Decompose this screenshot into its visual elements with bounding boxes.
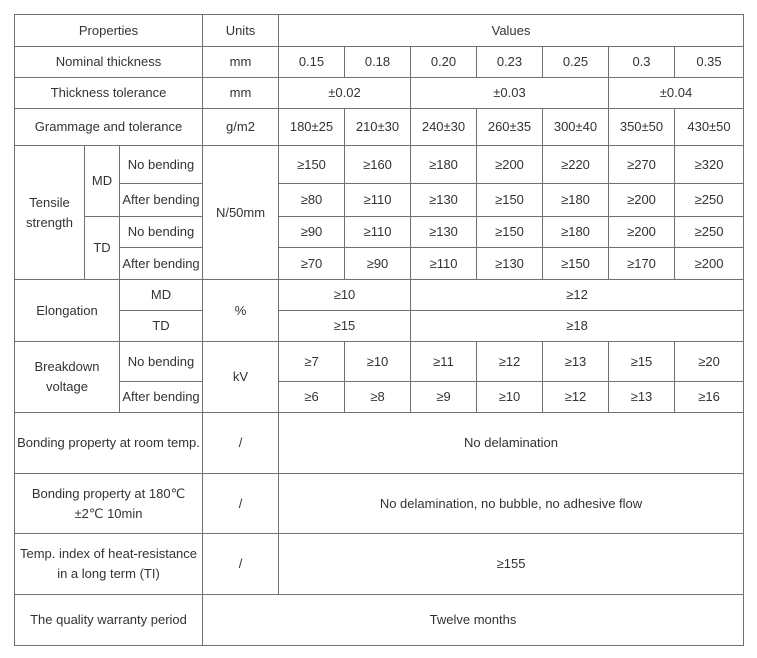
breakdown-after-bending-row bbox=[15, 382, 744, 413]
nominal-thickness-row bbox=[15, 47, 744, 78]
breakdown-no-bending-row bbox=[15, 342, 744, 382]
value-cell: ±0.02 bbox=[279, 78, 411, 109]
value-cell: ≥10 bbox=[279, 280, 411, 311]
tensile-td-label: TD bbox=[85, 217, 120, 280]
value-cell: ≥10 bbox=[477, 382, 543, 413]
bonding-180-value: No delamination, no bubble, no adhesive flow bbox=[279, 474, 744, 534]
value-cell: ≥9 bbox=[411, 382, 477, 413]
value-cell: ±0.03 bbox=[411, 78, 609, 109]
value-cell: ≥12 bbox=[411, 280, 744, 311]
value-cell: ≥15 bbox=[279, 311, 411, 342]
value-cell: 0.15 bbox=[279, 47, 345, 78]
value-cell: ≥70 bbox=[279, 248, 345, 280]
tensile-md-no-bending-row bbox=[15, 146, 744, 184]
value-cell: ≥12 bbox=[477, 342, 543, 382]
sub-label: After bending bbox=[120, 184, 203, 217]
temp-index-row bbox=[15, 534, 744, 595]
value-cell: ≥12 bbox=[543, 382, 609, 413]
value-cell: 0.20 bbox=[411, 47, 477, 78]
value-cell: ≥150 bbox=[477, 217, 543, 248]
sub-label: After bending bbox=[120, 248, 203, 280]
bonding-180-row bbox=[15, 474, 744, 534]
nominal-thickness-unit: mm bbox=[203, 47, 279, 78]
grammage-label: Grammage and tolerance bbox=[15, 109, 203, 146]
value-cell: ≥220 bbox=[543, 146, 609, 184]
value-cell: ≥200 bbox=[609, 184, 675, 217]
value-cell: ≥16 bbox=[675, 382, 744, 413]
value-cell: ≥13 bbox=[543, 342, 609, 382]
value-cell: 0.3 bbox=[609, 47, 675, 78]
value-cell: ≥200 bbox=[477, 146, 543, 184]
sub-label: No bending bbox=[120, 342, 203, 382]
bonding-room-unit: / bbox=[203, 413, 279, 474]
value-cell: ±0.04 bbox=[609, 78, 744, 109]
value-cell: ≥130 bbox=[477, 248, 543, 280]
sub-label: No bending bbox=[120, 217, 203, 248]
value-cell: ≥80 bbox=[279, 184, 345, 217]
value-cell: 0.35 bbox=[675, 47, 744, 78]
value-cell: 0.23 bbox=[477, 47, 543, 78]
value-cell: ≥90 bbox=[279, 217, 345, 248]
value-cell: ≥110 bbox=[345, 217, 411, 248]
value-cell: ≥170 bbox=[609, 248, 675, 280]
value-cell: ≥6 bbox=[279, 382, 345, 413]
value-cell: ≥250 bbox=[675, 217, 744, 248]
thickness-tolerance-label: Thickness tolerance bbox=[15, 78, 203, 109]
value-cell: ≥200 bbox=[609, 217, 675, 248]
elongation-md-row bbox=[15, 280, 744, 311]
value-cell: ≥150 bbox=[279, 146, 345, 184]
sub-label: TD bbox=[120, 311, 203, 342]
breakdown-unit: kV bbox=[203, 342, 279, 413]
warranty-row bbox=[15, 595, 744, 646]
header-units: Units bbox=[203, 15, 279, 47]
warranty-value: Twelve months bbox=[203, 595, 744, 646]
sub-label: MD bbox=[120, 280, 203, 311]
value-cell: 260±35 bbox=[477, 109, 543, 146]
elongation-unit: % bbox=[203, 280, 279, 342]
value-cell: 240±30 bbox=[411, 109, 477, 146]
sub-label: No bending bbox=[120, 146, 203, 184]
tensile-unit: N/50mm bbox=[203, 146, 279, 280]
elongation-label: Elongation bbox=[15, 280, 120, 342]
bonding-180-unit: / bbox=[203, 474, 279, 534]
value-cell: ≥150 bbox=[543, 248, 609, 280]
value-cell: ≥200 bbox=[675, 248, 744, 280]
temp-index-value: ≥155 bbox=[279, 534, 744, 595]
sub-label: After bending bbox=[120, 382, 203, 413]
thickness-tolerance-unit: mm bbox=[203, 78, 279, 109]
value-cell: ≥90 bbox=[345, 248, 411, 280]
grammage-unit: g/m2 bbox=[203, 109, 279, 146]
value-cell: 0.18 bbox=[345, 47, 411, 78]
bonding-room-value: No delamination bbox=[279, 413, 744, 474]
spec-table bbox=[14, 14, 744, 646]
value-cell: ≥110 bbox=[345, 184, 411, 217]
header-row bbox=[15, 15, 744, 47]
value-cell: ≥320 bbox=[675, 146, 744, 184]
value-cell: ≥250 bbox=[675, 184, 744, 217]
value-cell: ≥160 bbox=[345, 146, 411, 184]
value-cell: ≥13 bbox=[609, 382, 675, 413]
value-cell: 180±25 bbox=[279, 109, 345, 146]
thickness-tolerance-row bbox=[15, 78, 744, 109]
grammage-row bbox=[15, 109, 744, 146]
value-cell: ≥18 bbox=[411, 311, 744, 342]
tensile-md-after-bending-row bbox=[15, 184, 744, 217]
tensile-md-label: MD bbox=[85, 146, 120, 217]
warranty-label: The quality warranty period bbox=[15, 595, 203, 646]
value-cell: ≥11 bbox=[411, 342, 477, 382]
breakdown-label: Breakdown voltage bbox=[15, 342, 120, 413]
value-cell: ≥110 bbox=[411, 248, 477, 280]
value-cell: ≥150 bbox=[477, 184, 543, 217]
value-cell: ≥10 bbox=[345, 342, 411, 382]
value-cell: ≥7 bbox=[279, 342, 345, 382]
value-cell: ≥180 bbox=[543, 184, 609, 217]
value-cell: ≥270 bbox=[609, 146, 675, 184]
nominal-thickness-label: Nominal thickness bbox=[15, 47, 203, 78]
tensile-td-no-bending-row bbox=[15, 217, 744, 248]
temp-index-label: Temp. index of heat-resistance in a long term (TI) bbox=[15, 534, 203, 595]
temp-index-unit: / bbox=[203, 534, 279, 595]
value-cell: ≥180 bbox=[543, 217, 609, 248]
value-cell: ≥8 bbox=[345, 382, 411, 413]
value-cell: ≥20 bbox=[675, 342, 744, 382]
header-values: Values bbox=[279, 15, 744, 47]
value-cell: 430±50 bbox=[675, 109, 744, 146]
value-cell: ≥130 bbox=[411, 184, 477, 217]
value-cell: 350±50 bbox=[609, 109, 675, 146]
tensile-td-after-bending-row bbox=[15, 248, 744, 280]
value-cell: 0.25 bbox=[543, 47, 609, 78]
value-cell: 300±40 bbox=[543, 109, 609, 146]
bonding-room-row bbox=[15, 413, 744, 474]
header-properties: Properties bbox=[15, 15, 203, 47]
value-cell: ≥180 bbox=[411, 146, 477, 184]
value-cell: ≥130 bbox=[411, 217, 477, 248]
bonding-180-label: Bonding property at 180℃ ±2℃ 10min bbox=[15, 474, 203, 534]
value-cell: ≥15 bbox=[609, 342, 675, 382]
value-cell: 210±30 bbox=[345, 109, 411, 146]
tensile-label: Tensile strength bbox=[15, 146, 85, 280]
bonding-room-label: Bonding property at room temp. bbox=[15, 413, 203, 474]
elongation-td-row bbox=[15, 311, 744, 342]
